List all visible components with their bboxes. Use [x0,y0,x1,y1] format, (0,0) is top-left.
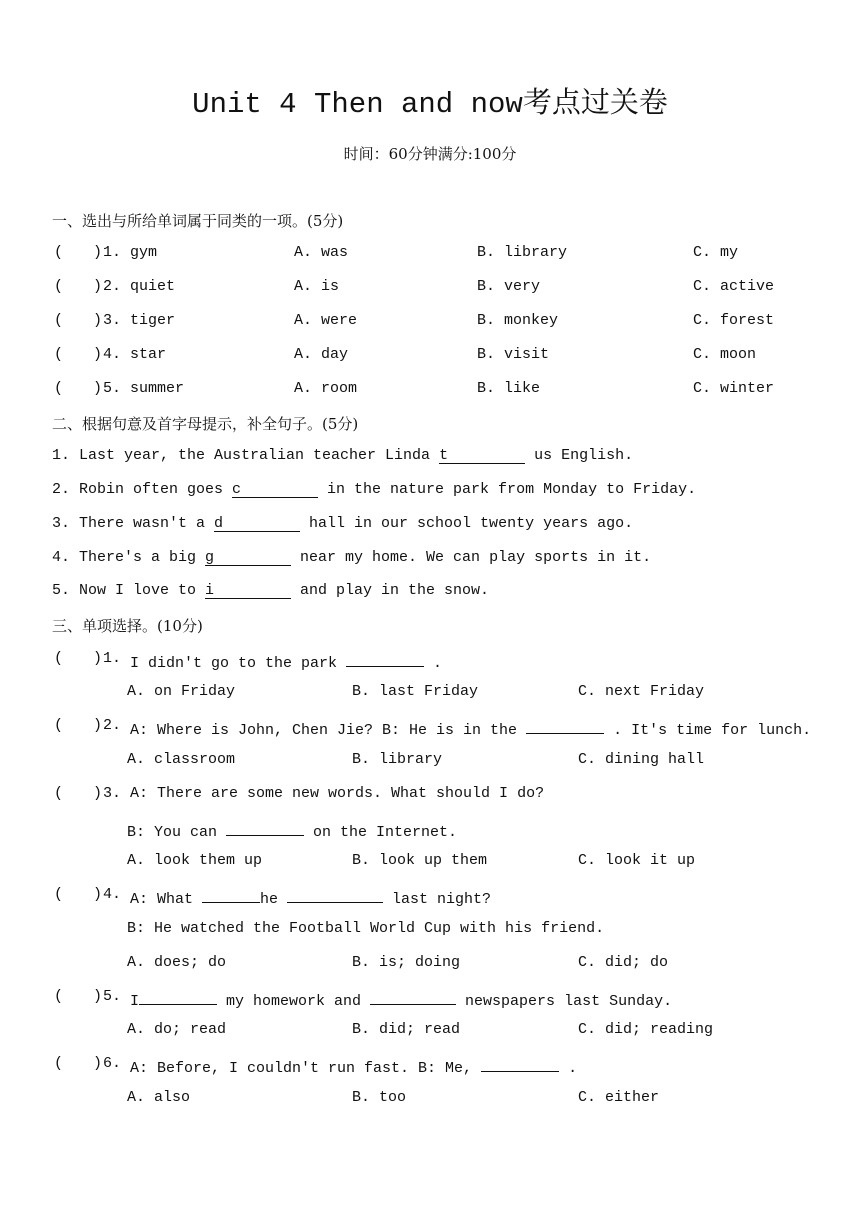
question-number: 4. [103,346,122,363]
question-text: B: He watched the Football World Cup with his friend. [127,920,605,937]
option-a[interactable]: A. room [294,380,358,397]
answer-blank[interactable] [214,515,300,532]
given-word: star [130,346,167,363]
question-row [0,278,860,302]
sentence-row [52,582,489,599]
sentence-text: near my home. We can play sports in it. [291,549,652,566]
question-row [0,312,860,336]
answer-paren-open: ( [54,346,64,363]
question-number: 6. [103,1055,122,1072]
option-a[interactable]: A. look them up [127,852,263,869]
answer-paren-open: ( [54,717,64,734]
option-b[interactable]: B. monkey [477,312,559,329]
question-text: A: Before, I couldn't run fast. B: Me, . [130,1055,577,1077]
part1-heading: 一、选出与所给单词属于同类的一项。(5分) [52,212,344,230]
answer-paren-close: ) [93,1055,103,1072]
question-row [0,244,860,268]
option-b[interactable]: B. library [477,244,568,261]
option-c[interactable]: C. forest [693,312,775,329]
question-row [0,717,860,741]
given-word: quiet [130,278,176,295]
answer-paren-open: ( [54,886,64,903]
answer-paren-close: ) [93,244,103,261]
option-c[interactable]: C. look it up [578,852,696,869]
option-b[interactable]: B. did; read [352,1021,461,1038]
initial-letter-hint: d [214,515,224,532]
question-text: I didn't go to the park . [130,650,442,672]
question-row [0,380,860,404]
answer-paren-close: ) [93,785,103,802]
options-row [0,751,860,775]
option-a[interactable]: A. does; do [127,954,227,971]
options-row [0,852,860,876]
initial-letter-hint: c [232,481,242,498]
answer-blank[interactable] [439,447,525,464]
question-line [0,819,860,843]
options-row [0,954,860,978]
given-word: tiger [130,312,176,329]
question-number: 5. [103,988,122,1005]
options-row [0,1089,860,1113]
answer-paren-open: ( [54,312,64,329]
question-number: 4. [103,886,122,903]
answer-paren-open: ( [54,785,64,802]
answer-blank[interactable] [370,988,456,1005]
question-row [0,785,860,809]
part3-heading: 三、单项选择。(10分) [52,617,203,635]
answer-paren-open: ( [54,278,64,295]
answer-blank[interactable] [526,717,604,734]
answer-paren-close: ) [93,650,103,667]
given-word: summer [130,380,185,397]
exam-info: 时间：60分钟满分:100分 [343,145,517,163]
option-a[interactable]: A. also [127,1089,191,1106]
answer-paren-open: ( [54,988,64,1005]
options-row [0,683,860,707]
answer-blank[interactable] [202,886,260,903]
option-b[interactable]: B. very [477,278,541,295]
answer-blank[interactable] [226,819,304,836]
answer-blank[interactable] [481,1055,559,1072]
option-c[interactable]: C. my [693,244,739,261]
option-c[interactable]: C. active [693,278,775,295]
answer-paren-close: ) [93,886,103,903]
option-b[interactable]: B. visit [477,346,550,363]
option-b[interactable]: B. look up them [352,852,488,869]
question-text: A: Where is John, Chen Jie? B: He is in the . It's time for lunch. [130,717,811,739]
question-row [0,988,860,1012]
question-text: A: What he last night? [130,886,491,908]
page-title: Unit 4 Then and now考点过关卷 [192,88,668,121]
answer-blank[interactable] [232,481,318,498]
option-a[interactable]: A. on Friday [127,683,236,700]
question-row [0,346,860,370]
question-text: B: You can on the Internet. [127,819,457,841]
option-a[interactable]: A. classroom [127,751,236,768]
answer-paren-close: ) [93,717,103,734]
option-c[interactable]: C. moon [693,346,757,363]
option-a[interactable]: A. is [294,278,340,295]
question-number: 1. [103,650,122,667]
sentence-row [52,515,633,532]
answer-paren-close: ) [93,988,103,1005]
question-row [0,650,860,674]
sentence-text: 1. Last year, the Australian teacher Linda [52,447,440,464]
answer-blank[interactable] [346,650,424,667]
option-c[interactable]: C. dining hall [578,751,705,768]
question-number: 5. [103,380,122,397]
initial-letter-hint: t [439,447,449,464]
options-row [0,1021,860,1045]
question-number: 3. [103,312,122,329]
question-text: I my homework and newspapers last Sunday. [130,988,672,1010]
sentence-text: 5. Now I love to [52,582,206,599]
option-c[interactable]: C. winter [693,380,775,397]
sentence-text: and play in the snow. [291,582,490,599]
answer-paren-open: ( [54,380,64,397]
initial-letter-hint: i [205,582,215,599]
sentence-text: 4. There's a big [52,549,206,566]
option-c[interactable]: C. next Friday [578,683,705,700]
part2-heading: 二、根据句意及首字母提示，补全句子。(5分) [52,415,359,433]
given-word: gym [130,244,158,261]
option-c[interactable]: C. either [578,1089,660,1106]
answer-blank[interactable] [287,886,383,903]
question-number: 3. [103,785,122,802]
option-a[interactable]: A. were [294,312,358,329]
answer-paren-close: ) [93,278,103,295]
answer-paren-close: ) [93,380,103,397]
answer-paren-open: ( [54,650,64,667]
option-a[interactable]: A. was [294,244,349,261]
answer-paren-close: ) [93,312,103,329]
sentence-text: 2. Robin often goes [52,481,233,498]
question-line [0,920,860,944]
option-a[interactable]: A. day [294,346,349,363]
option-a[interactable]: A. do; read [127,1021,227,1038]
sentence-text: 3. There wasn't a [52,515,215,532]
answer-blank[interactable] [205,582,291,599]
initial-letter-hint: g [205,549,215,566]
sentence-row [52,549,651,566]
option-b[interactable]: B. like [477,380,541,397]
question-row [0,1055,860,1079]
question-number: 1. [103,244,122,261]
sentence-text: hall in our school twenty years ago. [300,515,634,532]
question-number: 2. [103,717,122,734]
answer-paren-close: ) [93,346,103,363]
answer-blank[interactable] [205,549,291,566]
sentence-row [52,447,633,464]
question-number: 2. [103,278,122,295]
sentence-row [52,481,696,498]
answer-paren-open: ( [54,1055,64,1072]
option-b[interactable]: B. last Friday [352,683,479,700]
option-b[interactable]: B. library [352,751,443,768]
option-c[interactable]: C. did; do [578,954,669,971]
option-c[interactable]: C. did; reading [578,1021,714,1038]
option-b[interactable]: B. too [352,1089,407,1106]
sentence-text: us English. [525,447,634,464]
question-text: A: There are some new words. What should I do? [130,785,545,802]
sentence-text: in the nature park from Monday to Friday. [318,481,697,498]
answer-blank[interactable] [139,988,217,1005]
question-row [0,886,860,910]
option-b[interactable]: B. is; doing [352,954,461,971]
answer-paren-open: ( [54,244,64,261]
